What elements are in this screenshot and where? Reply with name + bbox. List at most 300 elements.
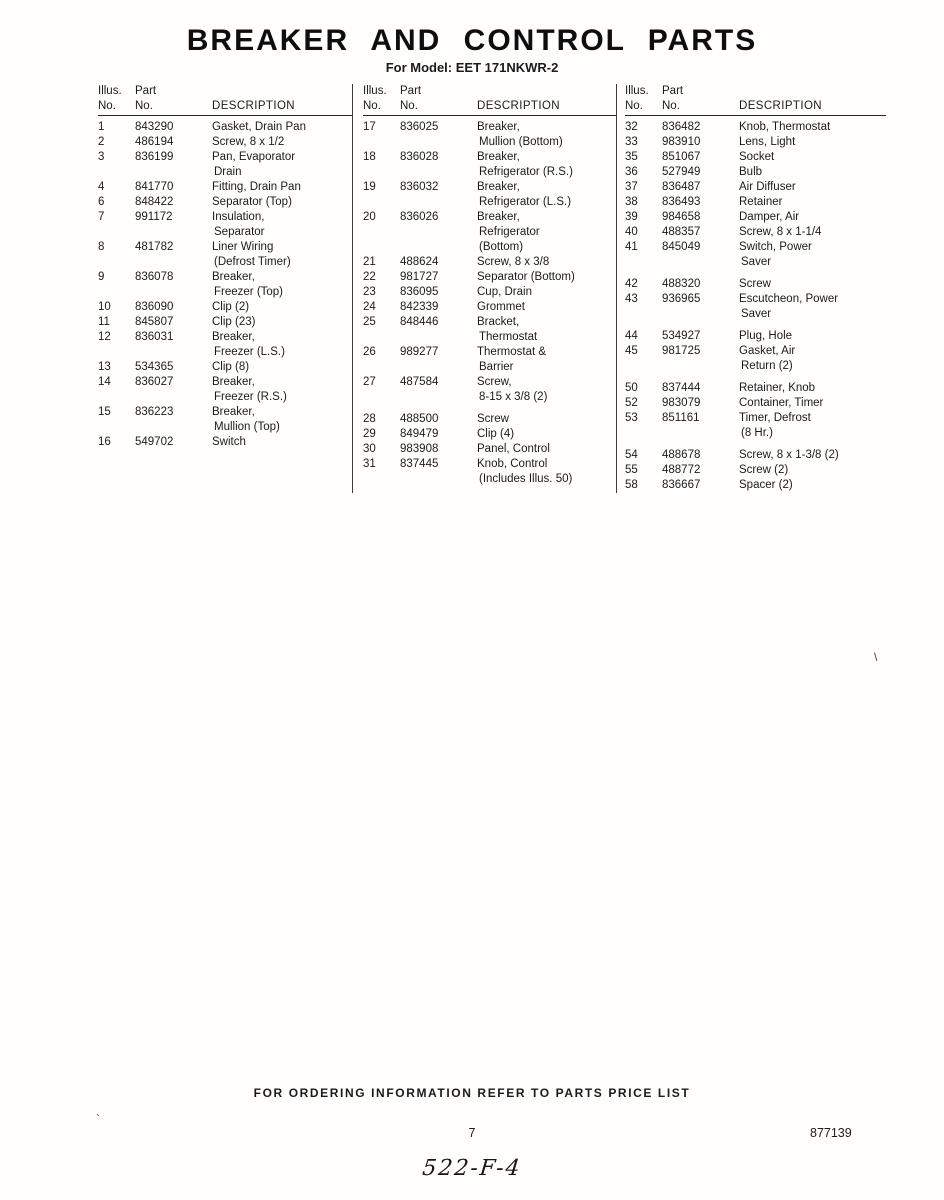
table-row: [363, 427, 616, 442]
description-line: Bulb: [739, 166, 763, 178]
illus-no: 8: [98, 241, 105, 253]
part-no: 836090: [135, 301, 174, 313]
table-row: [98, 150, 352, 180]
illus-no: 33: [625, 136, 638, 148]
table-row: [625, 292, 886, 322]
description-cont-line: Freezer (Top): [214, 286, 284, 298]
description-line: Breaker,: [212, 376, 255, 388]
description-line: Liner Wiring: [212, 241, 274, 253]
illus-no: 41: [625, 241, 638, 253]
description: [477, 120, 616, 150]
table-row: [363, 210, 616, 255]
part-no: 989277: [400, 346, 439, 358]
description: [212, 405, 352, 435]
part-no: 851161: [662, 412, 700, 424]
description: [477, 180, 616, 210]
description-cont-line: Saver: [741, 256, 772, 268]
description-line: Insulation,: [212, 211, 265, 223]
description-line: Knob, Thermostat: [739, 121, 831, 133]
description: [477, 457, 616, 487]
table-row: [98, 195, 352, 210]
description-line: Breaker,: [477, 151, 520, 163]
description-line: Screw, 8 x 3/8: [477, 256, 550, 268]
description-line: Separator (Bottom): [477, 271, 575, 283]
description: [739, 225, 886, 240]
illus-no: 28: [363, 413, 376, 425]
illus-no: 38: [625, 196, 638, 208]
description: [739, 195, 886, 210]
table-row: [625, 478, 886, 493]
table-row: [98, 300, 352, 315]
illus-no: 18: [363, 151, 376, 163]
table-row: [363, 375, 616, 405]
description-line: Screw, 8 x 1/2: [212, 136, 285, 148]
description: [212, 135, 352, 150]
part-no: 841770: [135, 181, 174, 193]
part-no: 836027: [135, 376, 174, 388]
column-body-1: [98, 120, 352, 450]
illus-no: 40: [625, 226, 638, 238]
illus-no: 9: [98, 271, 105, 283]
part-no: 851067: [662, 151, 701, 163]
ordering-note: FOR ORDERING INFORMATION REFER TO PARTS PRICE LIST: [253, 1086, 691, 1100]
part-no: 836028: [400, 151, 439, 163]
part-no: 549702: [135, 436, 174, 448]
part-no: 981727: [400, 271, 439, 283]
description-line: Cup, Drain: [477, 286, 532, 298]
column-header: [363, 84, 616, 116]
column-body-2: [363, 120, 616, 487]
header-description: DESCRIPTION: [477, 100, 560, 112]
description: [212, 195, 352, 210]
description-cont-line: (Defrost Timer): [214, 256, 291, 268]
table-row: [363, 150, 616, 180]
table-row: [98, 435, 352, 450]
description: [212, 120, 352, 135]
table-row: [98, 135, 352, 150]
description: [739, 150, 886, 165]
table-row: [625, 165, 886, 180]
header-illus: Illus.: [625, 85, 649, 97]
part-no: 836493: [662, 196, 701, 208]
description-line: Screw, 8 x 1-3/8 (2): [739, 449, 839, 461]
description: [212, 240, 352, 270]
part-no: 836078: [135, 271, 174, 283]
table-row: [625, 448, 886, 463]
part-no: 488320: [662, 278, 701, 290]
description-line: Bracket,: [477, 316, 520, 328]
description: [477, 315, 616, 345]
header-row-2: [98, 99, 352, 114]
table-row: [98, 315, 352, 330]
part-no: 848422: [135, 196, 174, 208]
table-row: [98, 180, 352, 195]
illus-no: 50: [625, 382, 638, 394]
illus-no: 16: [98, 436, 111, 448]
description-line: Retainer: [739, 196, 783, 208]
part-no: 836667: [662, 479, 701, 491]
part-no: 845049: [662, 241, 701, 253]
part-no: 849479: [400, 428, 439, 440]
table-row: [625, 210, 886, 225]
description: [739, 292, 886, 322]
description: [739, 396, 886, 411]
table-row: [363, 255, 616, 270]
description-cont-line: (Bottom): [479, 241, 524, 253]
part-no: 836487: [662, 181, 701, 193]
illus-no: 23: [363, 286, 376, 298]
description: [212, 330, 352, 360]
description: [739, 277, 886, 292]
illus-no: 2: [98, 136, 105, 148]
description-cont-line: Return (2): [741, 360, 793, 372]
description-line: Grommet: [477, 301, 525, 313]
description-line: Switch, Power: [739, 241, 812, 253]
table-row: [625, 195, 886, 210]
description-cont-line: Refrigerator (R.S.): [479, 166, 573, 178]
description-line: Gasket, Air: [739, 345, 796, 357]
description: [739, 478, 886, 493]
description: [212, 315, 352, 330]
description-line: Breaker,: [212, 406, 255, 418]
description-line: Socket: [739, 151, 775, 163]
table-row: [625, 277, 886, 292]
header-illus: Illus.: [98, 85, 122, 97]
description: [739, 411, 886, 441]
description-cont-line: Saver: [741, 308, 772, 320]
illus-no: 44: [625, 330, 638, 342]
description: [739, 135, 886, 150]
header-part-no: No.: [662, 100, 680, 112]
illus-no: 30: [363, 443, 376, 455]
description: [212, 435, 352, 450]
description: [477, 285, 616, 300]
description-line: Fitting, Drain Pan: [212, 181, 301, 193]
illus-no: 26: [363, 346, 376, 358]
description-line: Thermostat &: [477, 346, 547, 358]
description-cont-line: Barrier: [479, 361, 514, 373]
description-cont-line: Freezer (L.S.): [214, 346, 285, 358]
description-line: Clip (2): [212, 301, 250, 313]
part-no: 486194: [135, 136, 174, 148]
description-line: Retainer, Knob: [739, 382, 816, 394]
part-no: 488357: [662, 226, 701, 238]
description: [477, 300, 616, 315]
description-cont-line: Mullion (Top): [214, 421, 280, 433]
illus-no: 55: [625, 464, 638, 476]
illus-no: 22: [363, 271, 376, 283]
description-line: Breaker,: [477, 211, 520, 223]
parts-column-3: [616, 84, 886, 493]
description: [477, 255, 616, 270]
scan-artifact-right: \: [874, 650, 878, 664]
illus-no: 35: [625, 151, 638, 163]
table-row: [625, 396, 886, 411]
table-row: [363, 180, 616, 210]
illus-no: 54: [625, 449, 638, 461]
parts-table: [98, 84, 886, 493]
part-no: 991172: [135, 211, 173, 223]
illus-no: 7: [98, 211, 105, 223]
page-title: BREAKER AND CONTROL PARTS: [186, 24, 758, 57]
table-row: [625, 120, 886, 135]
illus-no: 10: [98, 301, 111, 313]
description-line: Clip (8): [212, 361, 250, 373]
illus-no: 20: [363, 211, 376, 223]
part-no: 845807: [135, 316, 174, 328]
table-row: [363, 300, 616, 315]
table-row: [98, 240, 352, 270]
doc-number: 877139: [810, 1126, 852, 1140]
illus-no: 17: [363, 121, 376, 133]
description: [212, 150, 352, 180]
illus-no: 37: [625, 181, 638, 193]
column-header: [625, 84, 886, 116]
table-row: [98, 210, 352, 240]
page-subtitle: For Model: EET 171NKWR-2: [385, 60, 559, 75]
part-no: 488500: [400, 413, 439, 425]
description: [739, 240, 886, 270]
description: [739, 344, 886, 374]
table-row: [98, 405, 352, 435]
illus-no: 52: [625, 397, 638, 409]
description-line: Spacer (2): [739, 479, 793, 491]
description-line: Knob, Control: [477, 458, 548, 470]
description: [212, 300, 352, 315]
illus-no: 12: [98, 331, 111, 343]
description-line: Pan, Evaporator: [212, 151, 296, 163]
illus-no: 36: [625, 166, 638, 178]
description: [739, 329, 886, 344]
illus-no: 15: [98, 406, 111, 418]
illus-no: 53: [625, 412, 638, 424]
part-no: 527949: [662, 166, 701, 178]
description-line: Air Diffuser: [739, 181, 796, 193]
description: [477, 210, 616, 255]
part-no: 984658: [662, 211, 701, 223]
description-cont-line: 8-15 x 3/8 (2): [479, 391, 548, 403]
illus-no: 13: [98, 361, 111, 373]
illus-no: 58: [625, 479, 638, 491]
description-line: Damper, Air: [739, 211, 800, 223]
table-row: [98, 270, 352, 300]
description-line: Container, Timer: [739, 397, 824, 409]
part-no: 981725: [662, 345, 701, 357]
table-row: [98, 330, 352, 360]
description-line: Screw, 8 x 1-1/4: [739, 226, 822, 238]
description-line: Screw,: [477, 376, 512, 388]
illus-no: 19: [363, 181, 376, 193]
description-line: Panel, Control: [477, 443, 550, 455]
table-row: [625, 344, 886, 374]
part-no: 837445: [400, 458, 439, 470]
header-row-1: [625, 84, 886, 99]
column-body-3: [625, 120, 886, 493]
illus-no: 24: [363, 301, 376, 313]
header-description: DESCRIPTION: [212, 100, 295, 112]
table-row: [625, 180, 886, 195]
description-line: Breaker,: [477, 121, 520, 133]
description: [477, 442, 616, 457]
part-no: 848446: [400, 316, 439, 328]
header-part-no: No.: [135, 100, 153, 112]
description: [212, 270, 352, 300]
illus-no: 25: [363, 316, 376, 328]
illus-no: 4: [98, 181, 105, 193]
description-line: Clip (4): [477, 428, 515, 440]
description: [739, 381, 886, 396]
table-row: [363, 120, 616, 150]
table-row: [98, 120, 352, 135]
table-row: [625, 150, 886, 165]
illus-no: 43: [625, 293, 638, 305]
header-illus: Illus.: [363, 85, 387, 97]
header-part: Part: [400, 85, 422, 97]
description-line: Clip (23): [212, 316, 256, 328]
description: [477, 375, 616, 405]
illus-no: 14: [98, 376, 111, 388]
illus-no: 39: [625, 211, 638, 223]
parts-column-1: [98, 84, 352, 493]
illus-no: 32: [625, 121, 638, 133]
description: [739, 180, 886, 195]
header-part: Part: [662, 85, 684, 97]
description-cont-line: (Includes Illus. 50): [479, 473, 573, 485]
table-row: [625, 135, 886, 150]
description: [477, 427, 616, 442]
description: [739, 448, 886, 463]
part-no: 534365: [135, 361, 174, 373]
table-row: [363, 315, 616, 345]
description: [739, 463, 886, 478]
description: [212, 375, 352, 405]
header-part: Part: [135, 85, 157, 97]
part-no: 842339: [400, 301, 439, 313]
table-row: [98, 375, 352, 405]
part-no: 936965: [662, 293, 701, 305]
description-cont-line: (8 Hr.): [741, 427, 773, 439]
page-number: 7: [468, 1126, 476, 1140]
part-no: 836482: [662, 121, 701, 133]
description-line: Breaker,: [212, 331, 255, 343]
scan-artifact-left: `: [96, 1112, 100, 1126]
header-part-no: No.: [400, 100, 418, 112]
description: [739, 210, 886, 225]
header-illus-no: No.: [98, 100, 116, 112]
illus-no: 11: [98, 316, 110, 328]
part-no: 836031: [135, 331, 174, 343]
description: [477, 412, 616, 427]
header-illus-no: No.: [625, 100, 643, 112]
description-line: Screw: [739, 278, 771, 290]
description-cont-line: Thermostat: [479, 331, 538, 343]
part-no: 488624: [400, 256, 439, 268]
description-cont-line: Refrigerator: [479, 226, 540, 238]
part-no: 836223: [135, 406, 174, 418]
header-row-2: [363, 99, 616, 114]
table-row: [625, 240, 886, 270]
handwritten-mark: 522-F-4: [421, 1156, 523, 1181]
part-no: 836025: [400, 121, 439, 133]
part-no: 488678: [662, 449, 701, 461]
part-no: 836032: [400, 181, 439, 193]
table-row: [363, 270, 616, 285]
description-line: Breaker,: [212, 271, 255, 283]
description-line: Escutcheon, Power: [739, 293, 839, 305]
table-row: [98, 360, 352, 375]
table-row: [625, 411, 886, 441]
header-illus-no: No.: [363, 100, 381, 112]
part-no: 983910: [662, 136, 701, 148]
description: [212, 360, 352, 375]
part-no: 836026: [400, 211, 439, 223]
description-line: Separator (Top): [212, 196, 292, 208]
part-no: 983908: [400, 443, 439, 455]
table-row: [363, 457, 616, 487]
description-line: Switch: [212, 436, 246, 448]
description-cont-line: Drain: [214, 166, 242, 178]
description: [477, 150, 616, 180]
description: [212, 180, 352, 195]
description-line: Screw: [477, 413, 509, 425]
part-no: 487584: [400, 376, 439, 388]
illus-no: 29: [363, 428, 376, 440]
column-header: [98, 84, 352, 116]
illus-no: 6: [98, 196, 105, 208]
table-row: [363, 412, 616, 427]
table-row: [363, 285, 616, 300]
part-no: 488772: [662, 464, 701, 476]
illus-no: 31: [363, 458, 376, 470]
part-no: 836095: [400, 286, 439, 298]
description-cont-line: Separator: [214, 226, 265, 238]
header-description: DESCRIPTION: [739, 100, 822, 112]
illus-no: 21: [363, 256, 376, 268]
illus-no: 27: [363, 376, 376, 388]
description-cont-line: Refrigerator (L.S.): [479, 196, 572, 208]
part-no: 843290: [135, 121, 174, 133]
part-no: 481782: [135, 241, 174, 253]
table-row: [363, 442, 616, 457]
part-no: 534927: [662, 330, 701, 342]
header-row-1: [98, 84, 352, 99]
parts-column-2: [352, 84, 616, 493]
illus-no: 3: [98, 151, 105, 163]
table-row: [625, 381, 886, 396]
description-line: Lens, Light: [739, 136, 796, 148]
description-line: Breaker,: [477, 181, 520, 193]
header-row-2: [625, 99, 886, 114]
description: [739, 165, 886, 180]
illus-no: 1: [98, 121, 105, 133]
part-no: 983079: [662, 397, 701, 409]
table-row: [625, 225, 886, 240]
illus-no: 45: [625, 345, 638, 357]
header-row-1: [363, 84, 616, 99]
description-line: Timer, Defrost: [739, 412, 811, 424]
description-line: Gasket, Drain Pan: [212, 121, 306, 133]
description: [212, 210, 352, 240]
description-line: Plug, Hole: [739, 330, 793, 342]
description-cont-line: Freezer (R.S.): [214, 391, 287, 403]
part-no: 837444: [662, 382, 701, 394]
table-row: [625, 329, 886, 344]
part-no: 836199: [135, 151, 174, 163]
illus-no: 42: [625, 278, 638, 290]
description: [739, 120, 886, 135]
description: [477, 270, 616, 285]
table-row: [363, 345, 616, 375]
